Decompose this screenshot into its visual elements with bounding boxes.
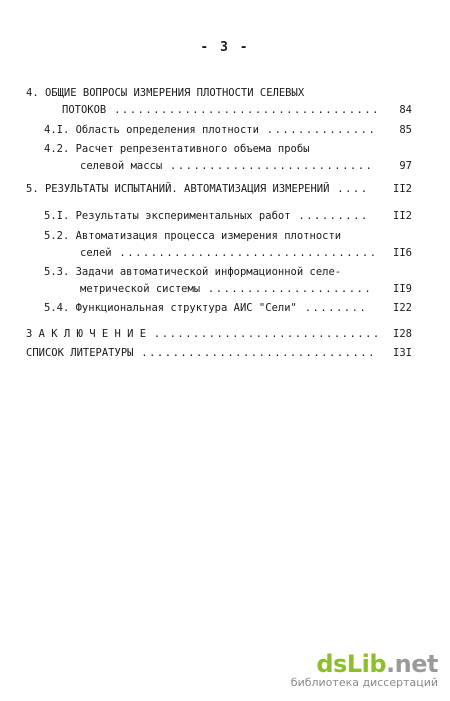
toc-entry-title: ПОТОКОВ bbox=[62, 104, 107, 116]
toc-entry-page: II2 bbox=[393, 210, 412, 222]
toc-entry-page: I3I bbox=[393, 347, 412, 359]
toc-entry-line bbox=[44, 122, 412, 139]
toc-entry-line bbox=[44, 281, 412, 298]
toc-entry-title: 5.I. Результаты экспериментальных работ bbox=[44, 210, 291, 222]
toc-entry-page: 85 bbox=[399, 124, 412, 136]
toc-entry-page: I28 bbox=[393, 328, 412, 340]
toc-entry-line bbox=[44, 300, 412, 317]
watermark-logo bbox=[238, 650, 438, 678]
toc-entry-line bbox=[26, 181, 412, 198]
dot-leader: ......... bbox=[290, 210, 369, 222]
toc-entry bbox=[26, 326, 412, 343]
toc-entry-title: метрической системы bbox=[80, 283, 201, 295]
toc-entry-line bbox=[44, 208, 412, 225]
toc-entry-page: II2 bbox=[393, 183, 412, 195]
toc-entry-title: 5.3. Задачи автоматической информационной селе- bbox=[44, 266, 342, 278]
watermark-logo-main: dsLib bbox=[316, 650, 387, 678]
toc-entry-line bbox=[26, 326, 412, 343]
toc-entry-line bbox=[44, 228, 412, 245]
toc-entry-page: II9 bbox=[393, 283, 412, 295]
toc-entry-page: 84 bbox=[399, 104, 412, 116]
toc-entry-title: СПИСОК ЛИТЕРАТУРЫ bbox=[26, 347, 134, 359]
toc-entry-title: 5.2. Автоматизация процесса измерения плотности bbox=[44, 230, 342, 242]
toc-entry-title: З А К Л Ю Ч Е Н И Е bbox=[26, 328, 147, 340]
dot-leader: .......................... bbox=[162, 160, 374, 172]
dot-leader: .............. bbox=[258, 124, 377, 136]
toc-entry bbox=[44, 300, 412, 317]
toc-entry bbox=[44, 264, 412, 298]
dot-leader: ........ bbox=[296, 302, 368, 314]
toc-entry bbox=[44, 122, 412, 139]
toc-entry-page: 97 bbox=[399, 160, 412, 172]
toc-entry-line bbox=[44, 264, 412, 281]
toc-entry-title: селей bbox=[80, 247, 112, 259]
toc-entry-line bbox=[44, 141, 412, 158]
toc-entry-line bbox=[26, 345, 412, 362]
toc-entry-title: селевой массы bbox=[80, 160, 163, 172]
toc-entry bbox=[44, 141, 412, 175]
toc-entry-page: II6 bbox=[393, 247, 412, 259]
toc-entry bbox=[26, 85, 412, 119]
toc-entry-line bbox=[44, 158, 412, 175]
toc-entry bbox=[26, 345, 412, 362]
watermark bbox=[238, 650, 438, 689]
toc-entry-line bbox=[44, 245, 412, 262]
dot-leader: ..................... bbox=[200, 283, 373, 295]
toc-entry-title: 4.I. Область определения плотности bbox=[44, 124, 259, 136]
toc-entry-line bbox=[26, 102, 412, 119]
toc-entry-title: 5. РЕЗУЛЬТАТЫ ИСПЫТАНИЙ. АВТОМАТИЗАЦИЯ ИЗМЕРЕНИЙ bbox=[26, 183, 330, 195]
toc-entry-line bbox=[26, 85, 412, 102]
watermark-subtitle: библиотека диссертаций bbox=[290, 676, 438, 689]
toc-entry bbox=[44, 208, 412, 225]
toc-entry-title: 4.2. Расчет репрезентативного объема пробы bbox=[44, 143, 310, 155]
dot-leader: ............................. bbox=[146, 328, 381, 340]
toc-entry-title: 4. ОБЩИЕ ВОПРОСЫ ИЗМЕРЕНИЯ ПЛОТНОСТИ СЕЛЕВЫХ bbox=[26, 87, 305, 99]
dot-leader: .............................. bbox=[133, 347, 376, 359]
watermark-logo-tld: .net bbox=[386, 650, 438, 678]
toc-entry-title: 5.4. Функциональная структура АИС "Сели" bbox=[44, 302, 297, 314]
dot-leader: .................................. bbox=[106, 104, 381, 116]
toc-entry bbox=[44, 228, 412, 262]
dot-leader: .... bbox=[329, 183, 369, 195]
toc-entry-page: I22 bbox=[393, 302, 412, 314]
toc-entry bbox=[26, 181, 412, 198]
dot-leader: ................................. bbox=[111, 247, 378, 259]
page-number: - 3 - bbox=[200, 40, 250, 55]
